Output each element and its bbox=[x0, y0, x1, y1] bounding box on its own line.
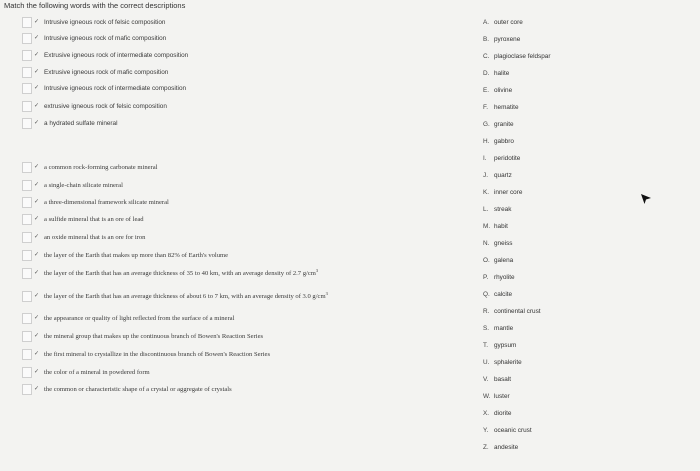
match-row[interactable] bbox=[22, 67, 168, 77]
question-text: Intrusive igneous rock of intermediate composition bbox=[44, 84, 187, 92]
chevron-down-icon[interactable]: ✓ bbox=[34, 234, 40, 240]
question-text: the first mineral to crystallize in the discontinuous branch of Bowen's Reaction Series bbox=[44, 350, 271, 358]
chevron-down-icon[interactable]: ✓ bbox=[34, 52, 40, 58]
question-text: an oxide mineral that is an ore for iron bbox=[44, 233, 146, 241]
match-row[interactable] bbox=[22, 313, 234, 323]
answer-select[interactable] bbox=[22, 180, 32, 191]
question-text: the appearance or quality of light reflected from the surface of a mineral bbox=[44, 314, 235, 322]
answer-select[interactable] bbox=[22, 197, 32, 208]
option-item: P. rhyolite bbox=[483, 273, 515, 281]
chevron-down-icon[interactable]: ✓ bbox=[34, 293, 40, 299]
match-row[interactable] bbox=[22, 250, 228, 260]
option-item: G. granite bbox=[483, 120, 514, 128]
question-text: Extrusive igneous rock of mafic composition bbox=[44, 68, 169, 76]
chevron-down-icon[interactable]: ✓ bbox=[34, 216, 40, 222]
option-item: I. peridotite bbox=[483, 154, 521, 162]
match-row[interactable] bbox=[22, 384, 232, 394]
answer-select[interactable] bbox=[22, 17, 32, 28]
match-row[interactable] bbox=[22, 197, 169, 207]
option-item: S. mantle bbox=[483, 324, 514, 332]
answer-select[interactable] bbox=[22, 367, 32, 378]
option-item: F. hematite bbox=[483, 103, 519, 111]
match-row[interactable] bbox=[22, 162, 158, 172]
match-row[interactable] bbox=[22, 232, 145, 242]
option-item: M. habit bbox=[483, 222, 508, 230]
option-item: T. gypsum bbox=[483, 341, 517, 349]
chevron-down-icon[interactable]: ✓ bbox=[34, 19, 40, 25]
option-item: J. quartz bbox=[483, 171, 512, 179]
question-text: a common rock-forming carbonate mineral bbox=[44, 163, 158, 171]
match-row[interactable] bbox=[22, 83, 186, 93]
chevron-down-icon[interactable]: ✓ bbox=[34, 103, 40, 109]
option-item: D. halite bbox=[483, 69, 510, 77]
chevron-down-icon[interactable]: ✓ bbox=[34, 315, 40, 321]
option-item: U. sphalerite bbox=[483, 358, 522, 366]
answer-select[interactable] bbox=[22, 291, 32, 302]
chevron-down-icon[interactable]: ✓ bbox=[34, 333, 40, 339]
match-row[interactable] bbox=[22, 291, 328, 301]
option-item: N. gneiss bbox=[483, 239, 513, 247]
chevron-down-icon[interactable]: ✓ bbox=[34, 69, 40, 75]
question-text: the layer of the Earth that has an average thickness of 35 to 40 km, with an average density of 2.7 $g/cm^3$ bbox=[44, 267, 319, 277]
answer-select[interactable] bbox=[22, 349, 32, 360]
match-row[interactable] bbox=[22, 33, 166, 43]
question-text: a sulfide mineral that is an ore of lead bbox=[44, 215, 144, 223]
answer-select[interactable] bbox=[22, 50, 32, 61]
answer-select[interactable] bbox=[22, 268, 32, 279]
match-row[interactable] bbox=[22, 367, 150, 377]
match-row[interactable] bbox=[22, 180, 123, 190]
page-title: Match the following words with the correct descriptions bbox=[4, 1, 186, 10]
mouse-pointer-icon bbox=[640, 193, 652, 205]
option-item: Q. calcite bbox=[483, 290, 513, 298]
question-text: a three-dimensional framework silicate mineral bbox=[44, 198, 169, 206]
match-row[interactable] bbox=[22, 349, 270, 359]
option-item: A. outer core bbox=[483, 18, 523, 26]
option-item: V. basalt bbox=[483, 375, 512, 383]
chevron-down-icon[interactable]: ✓ bbox=[34, 252, 40, 258]
option-item: Y. oceanic crust bbox=[483, 426, 532, 434]
chevron-down-icon[interactable]: ✓ bbox=[34, 369, 40, 375]
option-item: R. continental crust bbox=[483, 307, 541, 315]
question-text: the color of a mineral in powdered form bbox=[44, 368, 150, 376]
answer-select[interactable] bbox=[22, 232, 32, 243]
chevron-down-icon[interactable]: ✓ bbox=[34, 386, 40, 392]
option-item: C. plagioclase feldspar bbox=[483, 52, 551, 60]
answer-select[interactable] bbox=[22, 162, 32, 173]
answer-select[interactable] bbox=[22, 101, 32, 112]
answer-select[interactable] bbox=[22, 118, 32, 129]
match-row[interactable] bbox=[22, 118, 118, 128]
option-item: Z. andesite bbox=[483, 443, 519, 451]
match-row[interactable] bbox=[22, 101, 167, 111]
match-row[interactable] bbox=[22, 268, 318, 278]
chevron-down-icon[interactable]: ✓ bbox=[34, 120, 40, 126]
match-row[interactable] bbox=[22, 214, 144, 224]
chevron-down-icon[interactable]: ✓ bbox=[34, 270, 40, 276]
match-row[interactable] bbox=[22, 50, 188, 60]
question-text: Intrusive igneous rock of felsic composition bbox=[44, 18, 166, 26]
question-text: a hydrated sulfate mineral bbox=[44, 119, 118, 127]
question-text: the layer of the Earth that has an average thickness of about 6 to 7 km, with an average density of 3.0 $g/cm^3$ bbox=[44, 290, 328, 300]
option-item: B. pyroxene bbox=[483, 35, 521, 43]
answer-select[interactable] bbox=[22, 214, 32, 225]
question-text: Extrusive igneous rock of intermediate composition bbox=[44, 51, 189, 59]
chevron-down-icon[interactable]: ✓ bbox=[34, 182, 40, 188]
chevron-down-icon[interactable]: ✓ bbox=[34, 199, 40, 205]
match-row[interactable] bbox=[22, 331, 263, 341]
question-text: the common or characteristic shape of a crystal or aggregate of crystals bbox=[44, 385, 232, 393]
question-text: a single-chain silicate mineral bbox=[44, 181, 123, 189]
option-item: K. inner core bbox=[483, 188, 523, 196]
chevron-down-icon[interactable]: ✓ bbox=[34, 164, 40, 170]
answer-select[interactable] bbox=[22, 250, 32, 261]
answer-select[interactable] bbox=[22, 67, 32, 78]
option-item: E. olivine bbox=[483, 86, 513, 94]
answer-select[interactable] bbox=[22, 313, 32, 324]
option-item: H. gabbro bbox=[483, 137, 514, 145]
option-item: O. galena bbox=[483, 256, 514, 264]
answer-select[interactable] bbox=[22, 331, 32, 342]
answer-select[interactable] bbox=[22, 83, 32, 94]
option-item: X. diorite bbox=[483, 409, 512, 417]
chevron-down-icon[interactable]: ✓ bbox=[34, 35, 40, 41]
question-text: extrusive igneous rock of felsic composition bbox=[44, 102, 167, 110]
option-item: W. luster bbox=[483, 392, 510, 400]
answer-select[interactable] bbox=[22, 33, 32, 44]
option-item: L. streak bbox=[483, 205, 512, 213]
match-row[interactable] bbox=[22, 17, 165, 27]
question-text: Intrusive igneous rock of mafic composition bbox=[44, 34, 167, 42]
answer-select[interactable] bbox=[22, 384, 32, 395]
chevron-down-icon[interactable]: ✓ bbox=[34, 85, 40, 91]
chevron-down-icon[interactable]: ✓ bbox=[34, 351, 40, 357]
question-text: the mineral group that makes up the continuous branch of Bowen's Reaction Series bbox=[44, 332, 264, 340]
question-text: the layer of the Earth that makes up more than 82% of Earth's volume bbox=[44, 251, 229, 259]
